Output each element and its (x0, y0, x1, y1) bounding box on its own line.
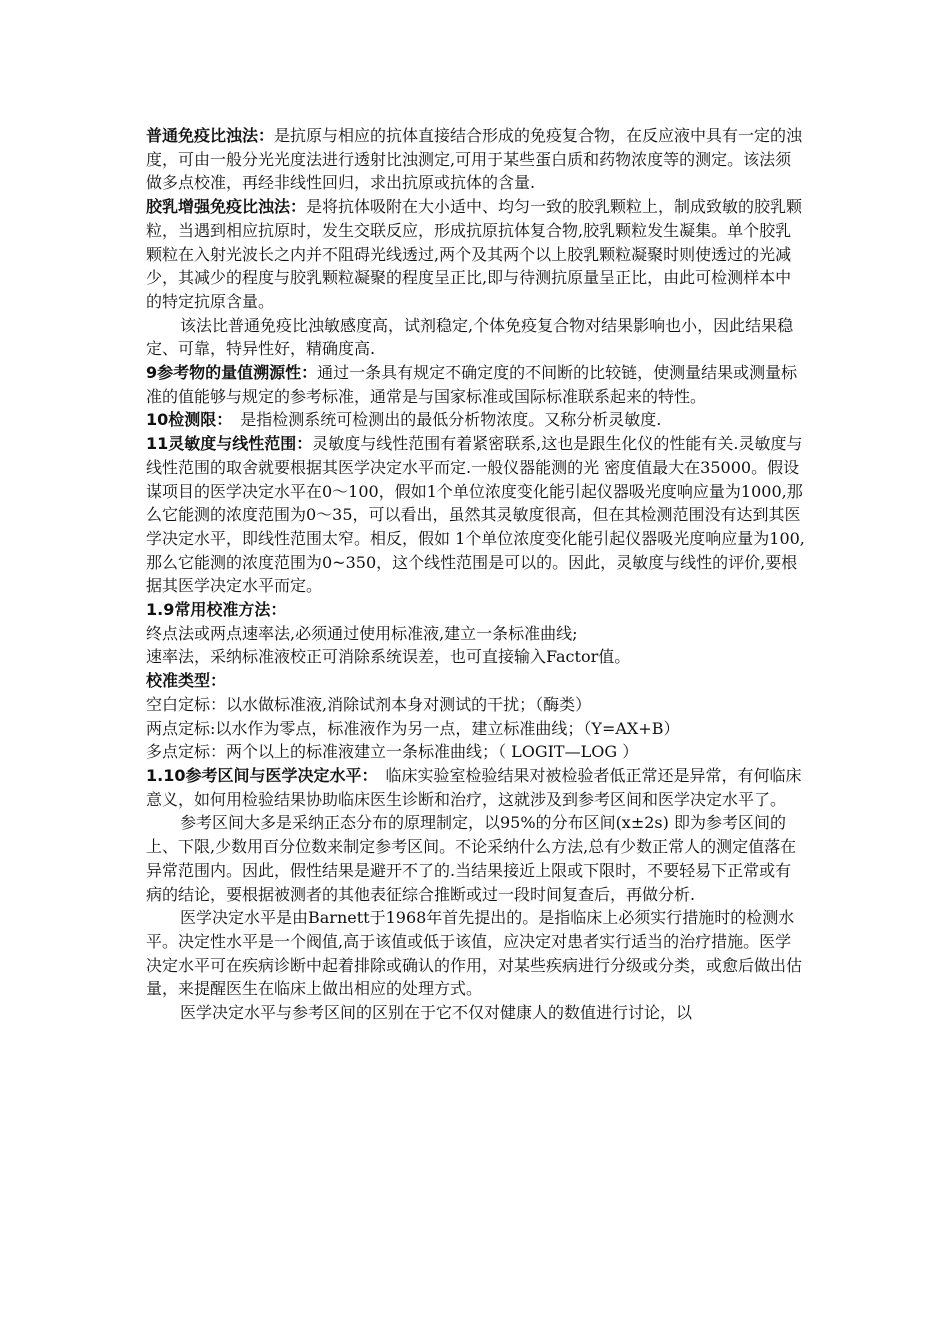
paragraph-traceability (146, 361, 806, 408)
term-body: 灵敏度与线性范围有着紧密联系,这也是跟生化仪的性能有关.灵敏度与线性范围的取舍就要根据其医学决定水平而定.一般仪器能测的光 密度值最大在35000。假设谋项目的医学决定水平在0～100，假如1个单位浓度变化能引起仪器吸光度响应量为1000,那么它能测的浓度范围为0～35，可以看出，虽然其灵敏度很高，但在其检测范围没有达到其医学决定水平，即线性范围太窄。相反，假如 1个单位浓度变化能引起仪器吸光度响应量为100,那么它能测的浓度范围为0~350，这个线性范围是可以的。因此，灵敏度与线性的评价,要根据其医学决定水平而定。 (146, 434, 805, 596)
term-heading: 10检测限： (146, 410, 225, 430)
paragraph-decision-level: 医学决定水平是由Barnett于1968年首先提出的。是指临床上必须实行措施时的检测水平。决定性水平是一个阀值,高于该值或低于该值，应决定对患者实行适当的治疗措施。医学决定水平可在疾病诊断中起着排除或确认的作用，对某些疾病进行分级或分类，或愈后做出估量，来提醒医生在临床上做出相应的处理方式。 (146, 908, 803, 999)
term-body: 是指检测系统可检测出的最低分析物浓度。又称分析灵敏度. (224, 410, 662, 430)
paragraph-latex-turbidimetry (146, 195, 806, 314)
term-body: 通过一条具有规定不确定度的不间断的比较链，使测量结果或测量标准的值能够与规定的参考标准，通常是与国家标准或国际标准联系起来的特性。 (146, 363, 798, 406)
paragraph-turbidimetry (146, 124, 806, 195)
paragraph-sensitivity-note: 该法比普通免疫比浊敏感度高，试剂稳定,个体免疫复合物对结果影响也小，因此结果稳定、可靠，特异性好，精确度高. (146, 315, 794, 359)
paragraph-reference-interval-detail: 参考区间大多是采纳正态分布的原理制定，以95%的分布区间(x±2s) 即为参考区间的上、下限,少数用百分位数来制定参考区间。不论采纳什么方法,总有少数正常人的测定值落在异常范围内。因此，假性结果是避开不了的.当结果接近上限或下限时，不要轻易下正常或有病的结论，要根据被测者的其他表征综合推断或过一段时间复查后，再做分析. (146, 813, 797, 904)
term-heading: 9参考物的量值溯源性： (146, 363, 318, 383)
paragraph-decision-vs-reference: 医学决定水平与参考区间的区别在于它不仅对健康人的数值进行讨论，以 (180, 1003, 693, 1023)
section-heading-calibration-types: 校准类型： (146, 671, 227, 691)
term-heading: 11灵敏度与线性范围： (146, 434, 313, 454)
paragraph-linearity (146, 432, 806, 598)
term-body: 临床实验室检验结果对被检验者低正常还是异常，有何临床意义，如何用检验结果协助临床医生诊断和治疗，这就涉及到参考区间和医学决定水平了。 (146, 765, 802, 809)
paragraph-multi-point-calibration: 多点定标：两个以上的标准液建立一条标准曲线；（ LOGIT—LOG ） (146, 742, 639, 762)
term-heading: 1.10参考区间与医学决定水平： (146, 765, 370, 785)
paragraph-detection-limit (146, 408, 806, 432)
paragraph-two-point-calibration: 两点定标:以水作为零点，标准液作为另一点，建立标准曲线；（Y=AX+B） (146, 718, 680, 738)
section-heading-calibration-methods: 1.9常用校准方法： (146, 600, 287, 620)
term-heading: 胶乳增强免疫比浊法： (146, 197, 307, 217)
document-body (146, 124, 806, 1025)
paragraph-endpoint-method: 终点法或两点速率法,必须通过使用标准液,建立一条标准曲线; (146, 623, 578, 643)
paragraph-rate-method: 速率法，采纳标准液校正可消除系统误差，也可直接输入Factor值。 (146, 647, 631, 667)
term-heading: 普通免疫比浊法： (146, 126, 275, 145)
term-body: 是抗原与相应的抗体直接结合形成的免疫复合物，在反应液中具有一定的浊度，可由一般分光光度法进行透射比浊测定,可用于某些蛋白质和药物浓度等的测定。该法须做多点校准，再经非线性回归，求出抗原或抗体的含量. (146, 126, 803, 193)
paragraph-reference-interval (146, 764, 806, 811)
term-body: 是将抗体吸附在大小适中、均匀一致的胶乳颗粒上，制成致敏的胶乳颗粒，当遇到相应抗原时，发生交联反应，形成抗原抗体复合物,胶乳颗粒发生凝集。单个胶乳颗粒在入射光波长之内并不阻碍光线透过,两个及其两个以上胶乳颗粒凝聚时则使透过的光减少，其减少的程度与胶乳颗粒凝聚的程度呈正比,即与待测抗原量呈正比，由此可检测样本中的特定抗原含量。 (146, 197, 803, 311)
paragraph-blank-calibration: 空白定标：以水做标准液,消除试剂本身对测试的干扰；（酶类） (146, 694, 592, 714)
